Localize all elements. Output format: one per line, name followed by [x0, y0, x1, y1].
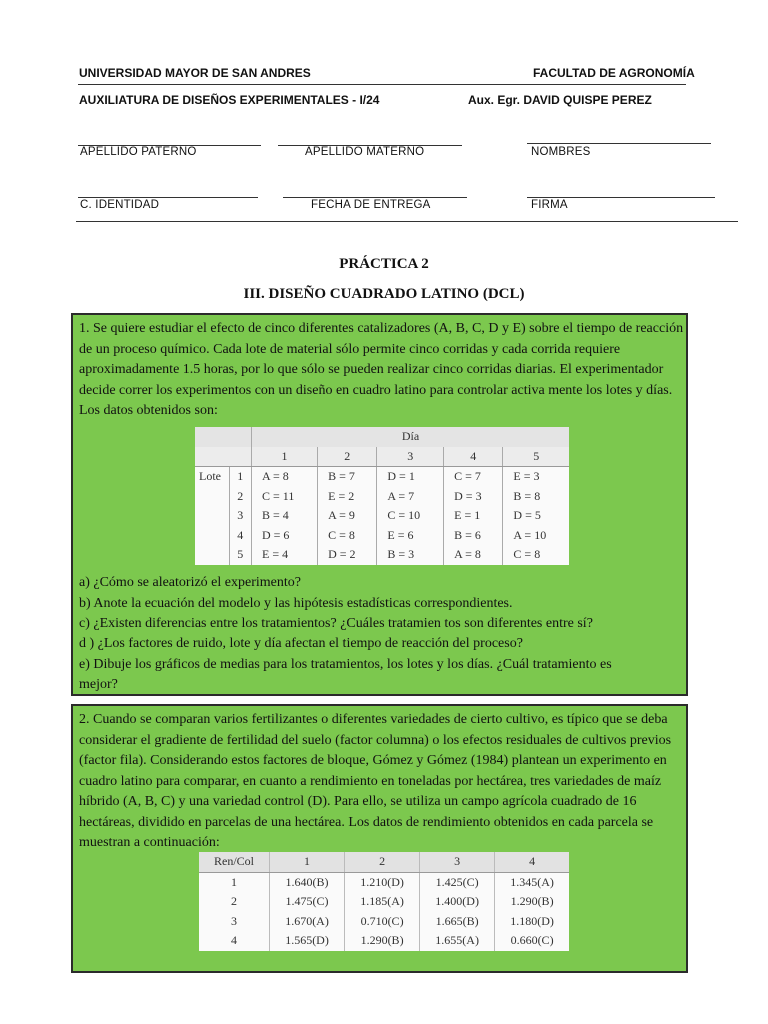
column-header: 3	[377, 447, 444, 467]
column-header: 1	[270, 852, 345, 872]
column-header: 3	[420, 852, 495, 872]
faculty-name: FACULTAD DE AGRONOMÍA	[533, 66, 695, 80]
header-divider	[78, 84, 686, 85]
dia-header: Día	[252, 427, 570, 447]
apellido-paterno-label: APELLIDO PATERNO	[80, 146, 197, 158]
problem-1-statement: 1. Se quiere estudiar el efecto de cinco diferentes catalizadores (A, B, C, D y E) sobre el tiempo de reacción de un proceso químico. Cada lote de material sólo permite cinco corridas y cada corrida requiere aproximadamente 1.5 horas, por lo que sólo se pueden realizar cinco corridas diarias. El experimentador decide correr los experimentos con un diseño en cuadro latino para controlar activa mente los lotes y días. Los datos obtenidos son:	[79, 321, 684, 418]
question-a: a) ¿Cómo se aleatorizó el experimento?	[79, 575, 301, 590]
row-header: 3	[229, 506, 252, 526]
table-cell: 1.400(D)	[420, 892, 495, 912]
identidad-line	[78, 197, 258, 198]
table-row	[199, 912, 569, 932]
row-header: 2	[231, 894, 237, 909]
firma-label: FIRMA	[531, 199, 568, 211]
table-row	[199, 872, 569, 892]
table-row	[195, 487, 569, 507]
table-cell: 1.290(B)	[495, 892, 569, 912]
table-cell: 1.565(D)	[270, 931, 345, 951]
table-cell: 1.345(A)	[495, 872, 569, 892]
table-cell: E = 2	[318, 487, 377, 507]
row-header: 1	[231, 874, 237, 889]
column-header: 1	[252, 447, 318, 467]
table-cell: B = 7	[318, 467, 377, 487]
table-cell: 1.290(B)	[345, 931, 420, 951]
identidad-label: C. IDENTIDAD	[80, 199, 160, 211]
apellido-materno-label: APELLIDO MATERNO	[305, 146, 425, 158]
table-cell: D = 5	[503, 506, 569, 526]
table-cell: 1.425(C)	[420, 872, 495, 892]
problem-2-statement: 2. Cuando se comparan varios fertilizantes o diferentes variedades de cierto cultivo, es típico que se deba considerar el gradiente de fertilidad del suelo (factor columna) o los efectos residuales de cultivos previos (factor fila). Considerando estos factores de bloque, Gómez y Gómez (1984) plantean un experimento en cuadro latino para comparar, en cuanto a rendimiento en toneladas por hectárea, tres variedades de maíz híbrido (A, B, C) y una variedad control (D). Para ello, se utiliza un campo agrícola cuadrado de 16 hectáreas, dividido en parcelas de una hectárea. Los datos de rendimiento obtenidos en cada parcela se muestran a continuación:	[79, 712, 672, 850]
table-cell: C = 7	[444, 467, 503, 487]
table-cell: 1.640(B)	[270, 872, 345, 892]
table-cell: B = 8	[503, 487, 569, 507]
table-cell: C = 8	[503, 545, 569, 565]
table-cell: A = 10	[503, 526, 569, 546]
table-cell: 1.670(A)	[270, 912, 345, 932]
lote-label: Lote	[199, 469, 221, 484]
row-header: 4	[231, 933, 237, 948]
nombres-line	[527, 143, 711, 144]
firma-line	[527, 197, 715, 198]
column-header: 2	[318, 447, 377, 467]
assistant-name: Aux. Egr. DAVID QUISPE PEREZ	[468, 93, 652, 107]
table-corner	[229, 447, 252, 467]
university-name: UNIVERSIDAD MAYOR DE SAN ANDRES	[79, 66, 311, 80]
problem-1-table	[195, 427, 569, 565]
form-bottom-divider	[76, 221, 738, 222]
table-cell: A = 8	[444, 545, 503, 565]
column-header: 5	[503, 447, 569, 467]
course-name: AUXILIATURA DE DISEÑOS EXPERIMENTALES - I/24	[79, 93, 380, 107]
problem-2-box	[71, 704, 688, 973]
fecha-label: FECHA DE ENTREGA	[311, 199, 431, 211]
column-header: Ren/Col	[199, 852, 270, 872]
column-header: 4	[444, 447, 503, 467]
table-cell: A = 9	[318, 506, 377, 526]
table-row	[195, 467, 569, 487]
table-cell: B = 4	[252, 506, 318, 526]
table-cell: 1.655(A)	[420, 931, 495, 951]
table-cell: D = 3	[444, 487, 503, 507]
table-cell: E = 6	[377, 526, 444, 546]
table-corner	[195, 447, 229, 467]
table-cell: 1.185(A)	[345, 892, 420, 912]
row-header: 5	[229, 545, 252, 565]
problem-2-table	[199, 852, 569, 951]
question-e-continuation: mejor?	[79, 677, 118, 692]
table-cell: A = 8	[252, 467, 318, 487]
question-d: d ) ¿Los factores de ruido, lote y día afectan el tiempo de reacción del proceso?	[79, 636, 523, 651]
fecha-line	[283, 197, 467, 198]
table-row	[199, 931, 569, 951]
table-corner	[195, 427, 229, 447]
table-cell: A = 7	[377, 487, 444, 507]
table-cell: 1.665(B)	[420, 912, 495, 932]
table-cell: 1.180(D)	[495, 912, 569, 932]
table-cell: E = 3	[503, 467, 569, 487]
table-cell: D = 1	[377, 467, 444, 487]
section-subtitle: III. DISEÑO CUADRADO LATINO (DCL)	[243, 286, 525, 302]
row-header: 4	[229, 526, 252, 546]
table-cell: E = 4	[252, 545, 318, 565]
table-cell: C = 11	[252, 487, 318, 507]
table-cell: 0.710(C)	[345, 912, 420, 932]
table-row	[195, 526, 569, 546]
table-cell: C = 8	[318, 526, 377, 546]
column-header: 2	[345, 852, 420, 872]
row-header: 1	[229, 467, 252, 487]
table-corner	[229, 427, 252, 447]
nombres-label: NOMBRES	[531, 146, 591, 158]
question-c: c) ¿Existen diferencias entre los tratamientos? ¿Cuáles tratamien tos son diferentes entre sí?	[79, 616, 593, 631]
question-e: e) Dibuje los gráficos de medias para los tratamientos, los lotes y los días. ¿Cuál tratamiento es	[79, 657, 612, 672]
table-cell: D = 2	[318, 545, 377, 565]
practice-title: PRÁCTICA 2	[339, 256, 429, 272]
question-b: b) Anote la ecuación del modelo y las hipótesis estadísticas correspondientes.	[79, 596, 513, 611]
table-cell: D = 6	[252, 526, 318, 546]
table-row	[199, 892, 569, 912]
table-cell: B = 3	[377, 545, 444, 565]
table-row	[195, 545, 569, 565]
column-header: 4	[495, 852, 569, 872]
table-cell: 1.475(C)	[270, 892, 345, 912]
table-cell: 1.210(D)	[345, 872, 420, 892]
table-cell: 0.660(C)	[495, 931, 569, 951]
table-cell: C = 10	[377, 506, 444, 526]
problem-1-box	[71, 313, 688, 696]
row-header: 3	[231, 913, 237, 928]
table-cell: B = 6	[444, 526, 503, 546]
row-header: 2	[229, 487, 252, 507]
table-row	[195, 506, 569, 526]
table-cell: E = 1	[444, 506, 503, 526]
